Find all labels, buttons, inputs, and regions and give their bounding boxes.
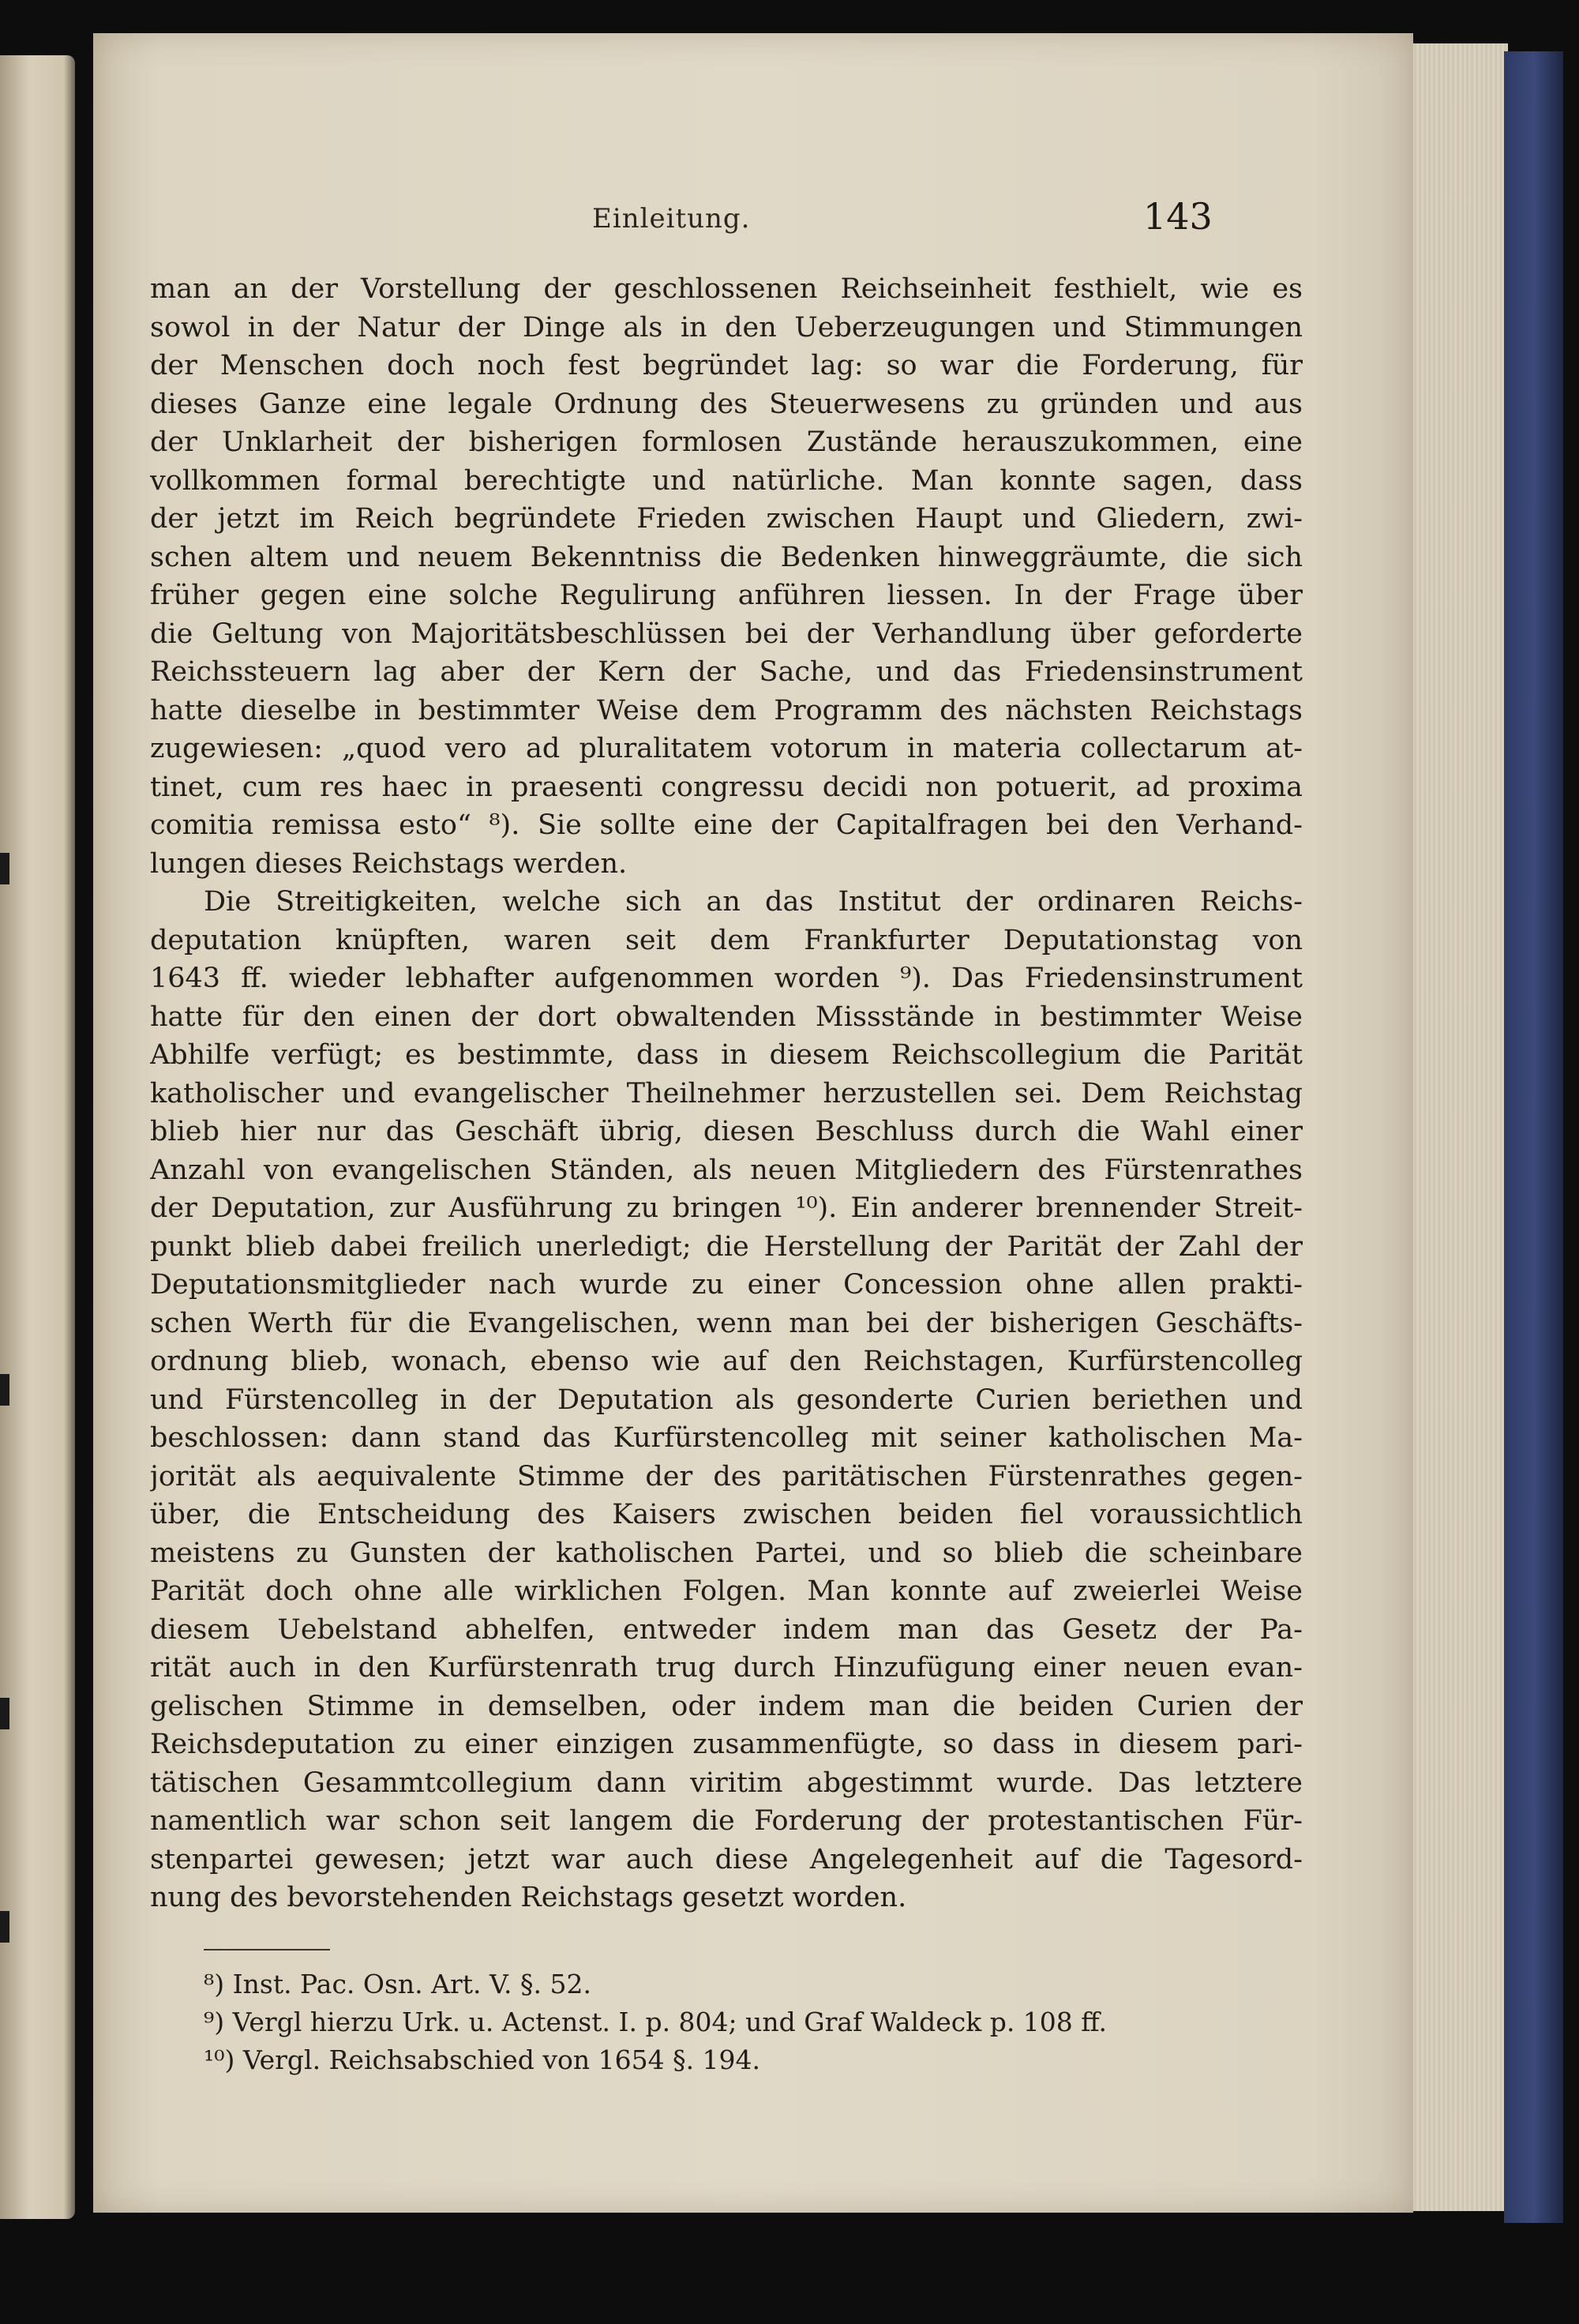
page-number: 143 (1143, 195, 1213, 238)
text-line: und Fürstencolleg in der Deputation als gesonderte Curien beriethen und (150, 1384, 1303, 1416)
text-line: lungen dieses Reichstags werden. (150, 847, 628, 880)
text-line: rität auch in den Kurfürstenrath trug durch Hinzufügung einer neuen evan- (150, 1652, 1303, 1684)
page-stack-edge (1413, 43, 1508, 2211)
text-line: Die Streitigkeiten, welche sich an das Institut der ordinaren Reichs- (204, 886, 1303, 918)
text-line: dieses Ganze eine legale Ordnung des Steuerwesens zu gründen und aus (150, 388, 1303, 420)
text-line: über, die Entscheidung des Kaisers zwischen beiden fiel voraussichtlich (150, 1499, 1303, 1530)
text-line: comitia remissa esto“ ⁸). Sie sollte eine der Capitalfragen bei den Verhand- (150, 809, 1303, 841)
text-line: katholischer und evangelischer Theilnehmer herzustellen sei. Dem Reichstag (150, 1077, 1303, 1109)
page-header (93, 195, 1413, 250)
text-line: deputation knüpften, waren seit dem Frankfurter Deputationstag von (150, 924, 1303, 956)
text-line: meistens zu Gunsten der katholischen Partei, und so blieb die scheinbare (150, 1537, 1303, 1569)
text-line: vollkommen formal berechtigte und natürliche. Man konnte sagen, dass (150, 464, 1303, 497)
text-line: Deputationsmitglieder nach wurde zu einer Concession ohne allen prakti- (150, 1269, 1303, 1301)
running-head: Einleitung. (592, 203, 751, 235)
text-line: diesem Uebelstand abhelfen, entweder indem man das Gesetz der Pa- (150, 1613, 1303, 1646)
text-line: tinet, cum res haec in praesenti congressu decidi non potuerit, ad proxima (150, 771, 1303, 803)
text-line: punkt blieb dabei freilich unerledigt; die Herstellung der Parität der Zahl der (150, 1230, 1303, 1263)
text-line: schen altem und neuem Bekenntniss die Bedenken hinweggräumte, die sich (150, 541, 1303, 573)
text-line: man an der Vorstellung der geschlossenen Reichseinheit festhielt, wie es (150, 273, 1303, 305)
text-line: hatte für den einen der dort obwaltenden Missstände in bestimmter Weise (150, 1001, 1303, 1033)
text-line: tätischen Gesammtcollegium dann viritim abgestimmt wurde. Das letztere (150, 1766, 1303, 1799)
text-line: Anzahl von evangelischen Ständen, als neuen Mitgliedern des Fürstenrathes (150, 1154, 1303, 1186)
text-line: stenpartei gewesen; jetzt war auch diese Angelegenheit auf die Tagesord- (150, 1843, 1303, 1875)
text-line: die Geltung von Majoritätsbeschlüssen bei der Verhandlung über geforderte (150, 618, 1303, 650)
body-text (150, 270, 1303, 1917)
footnotes (204, 1965, 1325, 2079)
text-line: zugewiesen: „quod vero ad pluralitatem votorum in materia collectarum at- (150, 733, 1303, 764)
book-cover-edge (1504, 51, 1563, 2223)
left-page-mark (0, 1911, 9, 1943)
footnote-8: ⁸) Inst. Pac. Osn. Art. V. §. 52. (204, 1969, 591, 1999)
left-page-edge (0, 55, 75, 2219)
text-line: Abhilfe verfügt; es bestimmte, dass in diesem Reichscollegium die Parität (150, 1039, 1303, 1071)
text-line: früher gegen eine solche Regulirung anführen liessen. In der Frage über (150, 580, 1303, 611)
text-line: jorität als aequivalente Stimme der des paritätischen Fürstenrathes gegen- (150, 1460, 1303, 1492)
text-line: beschlossen: dann stand das Kurfürstencolleg mit seiner katholischen Ma- (150, 1422, 1303, 1454)
text-line: der Menschen doch noch fest begründet lag: so war die Forderung, für (150, 350, 1303, 381)
footnote-9: ⁹) Vergl hierzu Urk. u. Actenst. I. p. 804; und Graf Waldeck p. 108 ff. (204, 2007, 1108, 2037)
left-page-mark (0, 853, 9, 884)
text-line: sowol in der Natur der Dinge als in den Ueberzeugungen und Stimmungen (150, 311, 1303, 344)
text-line: schen Werth für die Evangelischen, wenn man bei der bisherigen Geschäfts- (150, 1307, 1303, 1339)
footnote-rule (204, 1949, 330, 1950)
book-page (93, 33, 1413, 2213)
text-line: der Unklarheit der bisherigen formlosen Zustände herauszukommen, eine (150, 426, 1303, 458)
text-line: der Deputation, zur Ausführung zu bringen ¹⁰). Ein anderer brennender Streit- (150, 1192, 1303, 1224)
text-line: hatte dieselbe in bestimmter Weise dem Programm des nächsten Reichstags (150, 694, 1303, 726)
text-line: ordnung blieb, wonach, ebenso wie auf den Reichstagen, Kurfürstencolleg (150, 1346, 1303, 1377)
text-line: Parität doch ohne alle wirklichen Folgen. Man konnte auf zweierlei Weise (150, 1575, 1303, 1607)
text-line: nung des bevorstehenden Reichstags gesetzt worden. (150, 1882, 907, 1913)
text-line: Reichsdeputation zu einer einzigen zusammenfügte, so dass in diesem pari- (150, 1729, 1303, 1760)
text-line: 1643 ff. wieder lebhafter aufgenommen worden ⁹). Das Friedensinstrument (150, 963, 1303, 994)
text-line: namentlich war schon seit langem die Forderung der protestantischen Für- (150, 1805, 1303, 1837)
footnote-10: ¹⁰) Vergl. Reichsabschied von 1654 §. 194. (204, 2044, 761, 2075)
text-line: der jetzt im Reich begründete Frieden zwischen Haupt und Gliedern, zwi- (150, 503, 1303, 535)
text-line: blieb hier nur das Geschäft übrig, diesen Beschluss durch die Wahl einer (150, 1116, 1303, 1147)
text-line: gelischen Stimme in demselben, oder indem man die beiden Curien der (150, 1690, 1303, 1722)
left-page-mark (0, 1374, 9, 1406)
left-page-mark (0, 1698, 9, 1729)
text-line: Reichssteuern lag aber der Kern der Sache, und das Friedensinstrument (150, 656, 1303, 688)
